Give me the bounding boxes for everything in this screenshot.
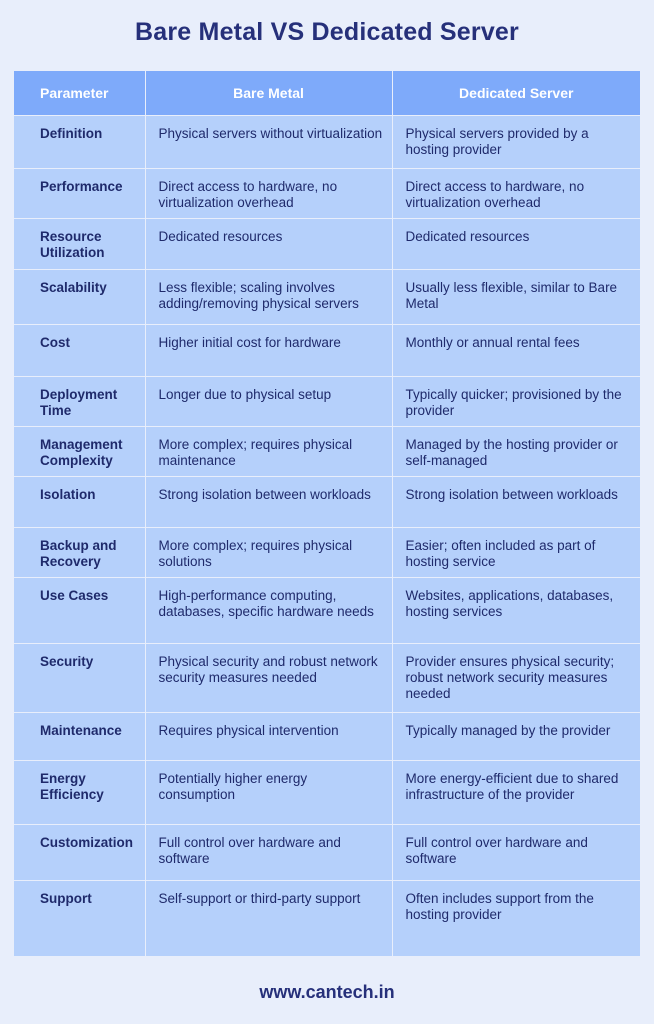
row-bare-metal: High-performance computing, databases, specific hardware needs bbox=[145, 578, 392, 644]
table-row bbox=[14, 713, 640, 761]
row-dedicated: Often includes support from the hosting provider bbox=[392, 881, 640, 956]
row-bare-metal: Dedicated resources bbox=[145, 219, 392, 270]
row-bare-metal: Higher initial cost for hardware bbox=[145, 325, 392, 377]
table-row bbox=[14, 377, 640, 427]
row-dedicated: Direct access to hardware, no virtualization overhead bbox=[392, 169, 640, 219]
row-dedicated: Full control over hardware and software bbox=[392, 825, 640, 881]
row-dedicated: Physical servers provided by a hosting provider bbox=[392, 116, 640, 169]
row-dedicated: Strong isolation between workloads bbox=[392, 477, 640, 528]
row-bare-metal: Physical servers without virtualization bbox=[145, 116, 392, 169]
table-row bbox=[14, 644, 640, 713]
row-bare-metal: Full control over hardware and software bbox=[145, 825, 392, 881]
row-bare-metal: Requires physical intervention bbox=[145, 713, 392, 761]
row-dedicated: Usually less flexible, similar to Bare Metal bbox=[392, 270, 640, 325]
row-dedicated: Typically quicker; provisioned by the provider bbox=[392, 377, 640, 427]
table-row bbox=[14, 761, 640, 825]
row-dedicated: Dedicated resources bbox=[392, 219, 640, 270]
row-dedicated: Monthly or annual rental fees bbox=[392, 325, 640, 377]
row-bare-metal: Less flexible; scaling involves adding/removing physical servers bbox=[145, 270, 392, 325]
header-dedicated-server: Dedicated Server bbox=[392, 71, 640, 116]
row-dedicated: Provider ensures physical security; robust network security measures needed bbox=[392, 644, 640, 713]
row-parameter: Management Complexity bbox=[14, 427, 145, 477]
footer-website: www.cantech.in bbox=[259, 982, 395, 1002]
table-row bbox=[14, 270, 640, 325]
table-row bbox=[14, 578, 640, 644]
row-dedicated: Typically managed by the provider bbox=[392, 713, 640, 761]
header-bare-metal: Bare Metal bbox=[145, 71, 392, 116]
table-row bbox=[14, 477, 640, 528]
row-parameter: Support bbox=[14, 881, 145, 956]
table-row bbox=[14, 325, 640, 377]
row-bare-metal: Physical security and robust network security measures needed bbox=[145, 644, 392, 713]
table-row bbox=[14, 427, 640, 477]
row-parameter: Performance bbox=[14, 169, 145, 219]
row-parameter: Scalability bbox=[14, 270, 145, 325]
row-bare-metal: Self-support or third-party support bbox=[145, 881, 392, 956]
comparison-table bbox=[14, 71, 640, 956]
header-parameter: Parameter bbox=[14, 71, 145, 116]
row-bare-metal: Potentially higher energy consumption bbox=[145, 761, 392, 825]
row-dedicated: More energy-efficient due to shared infrastructure of the provider bbox=[392, 761, 640, 825]
row-parameter: Customization bbox=[14, 825, 145, 881]
row-parameter: Isolation bbox=[14, 477, 145, 528]
row-bare-metal: Longer due to physical setup bbox=[145, 377, 392, 427]
row-parameter: Use Cases bbox=[14, 578, 145, 644]
table-row bbox=[14, 116, 640, 169]
table-row bbox=[14, 825, 640, 881]
page-title: Bare Metal VS Dedicated Server bbox=[135, 18, 519, 46]
row-parameter: Resource Utilization bbox=[14, 219, 145, 270]
row-bare-metal: More complex; requires physical solutions bbox=[145, 528, 392, 578]
row-dedicated: Easier; often included as part of hosting service bbox=[392, 528, 640, 578]
row-parameter: Maintenance bbox=[14, 713, 145, 761]
row-parameter: Backup and Recovery bbox=[14, 528, 145, 578]
table-header-row bbox=[14, 71, 640, 116]
row-bare-metal: More complex; requires physical maintenance bbox=[145, 427, 392, 477]
row-parameter: Definition bbox=[14, 116, 145, 169]
table-row bbox=[14, 169, 640, 219]
row-parameter: Deployment Time bbox=[14, 377, 145, 427]
row-parameter: Cost bbox=[14, 325, 145, 377]
row-parameter: Energy Efficiency bbox=[14, 761, 145, 825]
table-row bbox=[14, 219, 640, 270]
row-dedicated: Websites, applications, databases, hosting services bbox=[392, 578, 640, 644]
row-bare-metal: Strong isolation between workloads bbox=[145, 477, 392, 528]
table-row bbox=[14, 881, 640, 956]
row-bare-metal: Direct access to hardware, no virtualization overhead bbox=[145, 169, 392, 219]
table-row bbox=[14, 528, 640, 578]
row-dedicated: Managed by the hosting provider or self-managed bbox=[392, 427, 640, 477]
row-parameter: Security bbox=[14, 644, 145, 713]
